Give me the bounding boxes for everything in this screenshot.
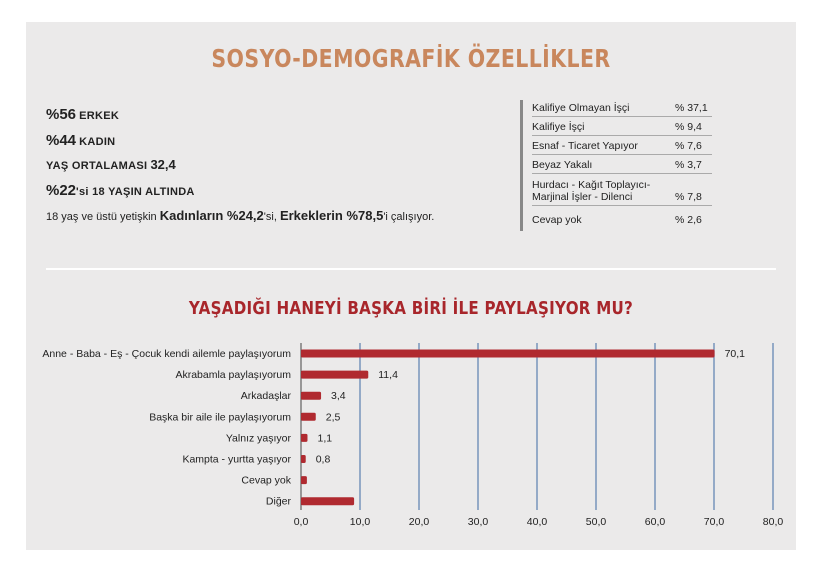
row-value: % 3,7 bbox=[675, 159, 702, 171]
category-label: Cevap yok bbox=[241, 474, 291, 487]
x-tick-label: 50,0 bbox=[585, 516, 607, 528]
category-label: Akrabamla paylaşıyorum bbox=[175, 369, 291, 382]
row-value: % 7,6 bbox=[675, 140, 702, 152]
bar bbox=[301, 392, 321, 400]
row-label-line2: Marjinal İşler - Dilenci bbox=[532, 191, 633, 203]
under18-pct: %22 bbox=[46, 182, 77, 199]
working-men: Erkeklerin %78,5 bbox=[279, 208, 384, 223]
x-tick-label: 80,0 bbox=[762, 516, 784, 528]
category-label: Yalnız yaşıyor bbox=[225, 432, 291, 445]
working-prefix: 18 yaş ve üstü yetişkin bbox=[46, 211, 157, 223]
bar bbox=[301, 371, 368, 379]
x-tick-label: 20,0 bbox=[408, 516, 430, 528]
bar bbox=[301, 455, 306, 463]
row-value: % 37,1 bbox=[675, 102, 708, 114]
female-label: KADIN bbox=[79, 136, 116, 148]
x-tick-label: 70,0 bbox=[703, 516, 725, 528]
category-label: Arkadaşlar bbox=[240, 390, 291, 403]
data-label: 1,1 bbox=[317, 432, 333, 445]
row-value: % 7,8 bbox=[675, 191, 702, 203]
male-label: ERKEK bbox=[79, 110, 120, 122]
x-tick-label: 10,0 bbox=[349, 516, 371, 528]
data-label: 3,4 bbox=[331, 390, 346, 403]
working-suffix: 'i çalışıyor. bbox=[383, 211, 435, 223]
x-tick-label: 0,0 bbox=[293, 516, 309, 528]
data-label: 0,8 bbox=[315, 453, 331, 466]
category-label: Anne - Baba - Eş - Çocuk kendi ailemle paylaşıyorum bbox=[42, 348, 291, 360]
female-pct: %44 bbox=[46, 132, 77, 149]
bar bbox=[301, 434, 307, 442]
data-label: 2,5 bbox=[325, 411, 341, 424]
male-pct: %56 bbox=[46, 106, 77, 123]
row-label: Esnaf - Ticaret Yapıyor bbox=[532, 140, 638, 152]
row-label: Kalifiye İşçi bbox=[532, 121, 585, 133]
bar bbox=[301, 476, 307, 484]
category-label: Başka bir aile ile paylaşıyorum bbox=[149, 411, 291, 424]
row-label: Beyaz Yakalı bbox=[532, 159, 593, 171]
x-tick-label: 30,0 bbox=[467, 516, 489, 528]
category-label: Diğer bbox=[265, 495, 291, 508]
bar bbox=[301, 350, 715, 358]
bar bbox=[301, 497, 354, 505]
page-title: SOSYO-DEMOGRAFİK ÖZELLİKLER bbox=[211, 44, 611, 73]
x-tick-label: 60,0 bbox=[644, 516, 666, 528]
row-label: Kalifiye Olmayan İşçi bbox=[532, 102, 630, 114]
row-label: Cevap yok bbox=[532, 214, 582, 226]
row-value: % 9,4 bbox=[675, 121, 702, 133]
chart-title: YAŞADIĞI HANEYİ BAŞKA BİRİ İLE PAYLAŞIYOR MU? bbox=[188, 298, 634, 319]
row-value: % 2,6 bbox=[675, 214, 702, 226]
category-label: Kampta - yurtta yaşıyor bbox=[182, 453, 291, 466]
age-value: 32,4 bbox=[150, 157, 176, 172]
age-label: YAŞ ORTALAMASI bbox=[46, 160, 148, 172]
working-mid: 'si, bbox=[263, 211, 277, 223]
x-tick-label: 40,0 bbox=[526, 516, 548, 528]
row-label-line1: Hurdacı - Kağıt Toplayıcı- bbox=[532, 179, 651, 191]
data-label: 11,4 bbox=[378, 369, 398, 382]
under18-label: 'si 18 YAŞIN ALTINDA bbox=[76, 186, 195, 198]
data-label: 70,1 bbox=[724, 348, 746, 360]
bar bbox=[301, 413, 316, 421]
working-women: Kadınların %24,2 bbox=[159, 208, 264, 223]
